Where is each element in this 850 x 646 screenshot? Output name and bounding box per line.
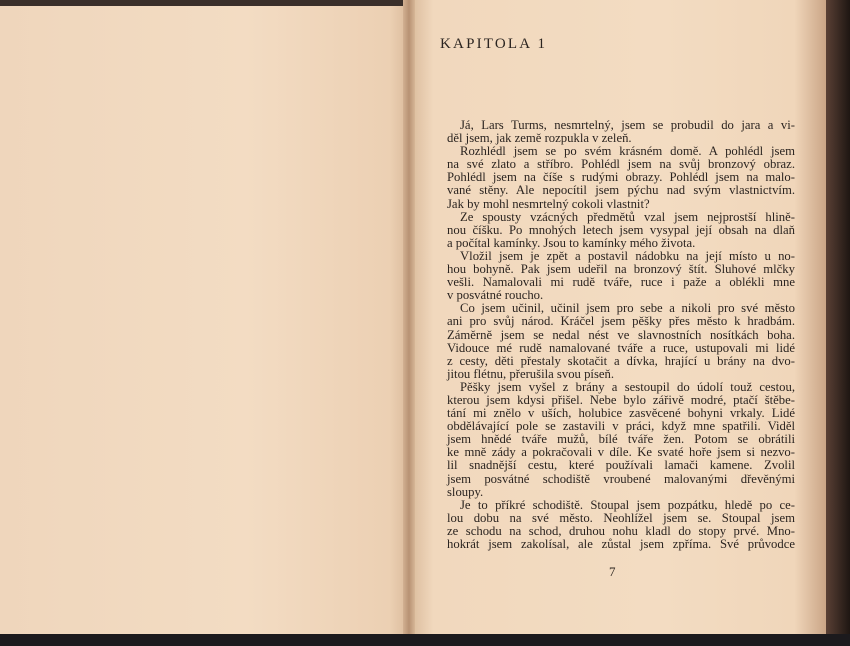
- chapter-text: [447, 119, 795, 551]
- text-line: Pohlédl jsem na číše s rudými obrazy. Pohlédl jsem na malo-: [447, 170, 795, 185]
- text-line: jsem hnědé tváře mužů, bílé tváře žen. Potom se obrátili: [447, 432, 795, 447]
- text-line: jsem posvátné schodiště vroubené malovanými dřevěnými: [447, 471, 795, 486]
- page-number: 7: [609, 564, 616, 579]
- text-line: Je to příkré schodiště. Stoupal jsem pozpátku, hledě po ce-: [460, 497, 795, 512]
- text-line: Vložil jsem je zpět a postavil nádobku na její místo u no-: [460, 248, 795, 263]
- book-gutter: [403, 0, 415, 646]
- text-line: vešli. Namalovali mi rudě tváře, ruce i paže a oblékli mne: [447, 275, 795, 290]
- text-line: Ze spousty vzácných předmětů vzal jsem nejprostší hlině-: [460, 209, 795, 224]
- text-line: na své zlato a stříbro. Pohlédl jsem na svůj bronzový obraz.: [447, 157, 795, 172]
- text-line: z cesty, děti přestaly skotačit a dívka, hrající u brány na dvo-: [447, 353, 795, 368]
- text-line: vané stěny. Ale nepocítil jsem pýchu nad svým vlastnictvím.: [447, 183, 795, 198]
- text-line: děl jsem, jak země rozpukla v zeleň.: [447, 131, 632, 146]
- text-line: Pěšky jsem vyšel z brány a sestoupil do údolí touž cestou,: [460, 379, 795, 394]
- text-line: hokrát jsem zakolísal, ale zůstal jsem zpříma. Své průvodce: [447, 537, 795, 551]
- text-line: Záměrně jsem se nedal nést ve slavnostních nosítkách boha.: [447, 327, 795, 342]
- text-line: v posvátné roucho.: [447, 288, 544, 303]
- text-line: Vidouce mé rudě namalované tváře a ruce, ustupovali mi lidé: [447, 340, 795, 355]
- text-line: nou číšku. Po mnohých letech jsem vysypal její obsah na dlaň: [447, 222, 795, 237]
- text-line: sloupy.: [447, 484, 484, 499]
- text-line: jitou flétnu, přerušila svou píseň.: [447, 366, 615, 381]
- chapter-heading: KAPITOLA 1: [440, 36, 548, 52]
- text-line: obdělávající pole se zastavili v práci, když mne spatřili. Viděl: [447, 419, 795, 434]
- text-line: ani pro svůj národ. Kráčel jsem pěšky přes město k hradbám.: [447, 314, 795, 329]
- text-line: tání mi znělo v uších, holubice zasvěcené bohyni vrkaly. Lidé: [447, 406, 795, 421]
- book-edge: [826, 0, 850, 646]
- text-line: Co jsem učinil, učinil jsem pro sebe a nikoli pro své město: [460, 301, 795, 316]
- text-line: a počítal kamínky. Jsou to kamínky mého života.: [447, 235, 696, 250]
- text-line: lou dobu na své město. Neohlížel jsem se. Stoupal jsem: [447, 510, 795, 525]
- text-line: Jak by mohl nesmrtelný cokoli vlastnit?: [447, 196, 650, 211]
- text-line: hou bohyně. Pak jsem udeřil na bronzový štít. Sluhové mlčky: [447, 262, 795, 277]
- text-line: lil snadnější cestu, které používali lamači kamene. Zvolil: [447, 458, 795, 473]
- text-line: ze schodu na schod, druhou nohu kladl do stopy prvé. Mno-: [447, 523, 795, 538]
- text-line: Já, Lars Turms, nesmrtelný, jsem se probudil do jara a vi-: [460, 118, 795, 132]
- left-page-blank: [0, 6, 410, 646]
- text-line: kterou jsem kdysi přišel. Nebe bylo zářivě modré, ptačí štěbe-: [447, 392, 795, 407]
- background-strip: [0, 634, 850, 646]
- text-line: Rozhlédl jsem se po svém krásném domě. A pohlédl jsem: [460, 144, 795, 159]
- text-line: ke mně zády a pokračovali v díle. Ke svaté hoře jsem si nezvo-: [447, 445, 795, 460]
